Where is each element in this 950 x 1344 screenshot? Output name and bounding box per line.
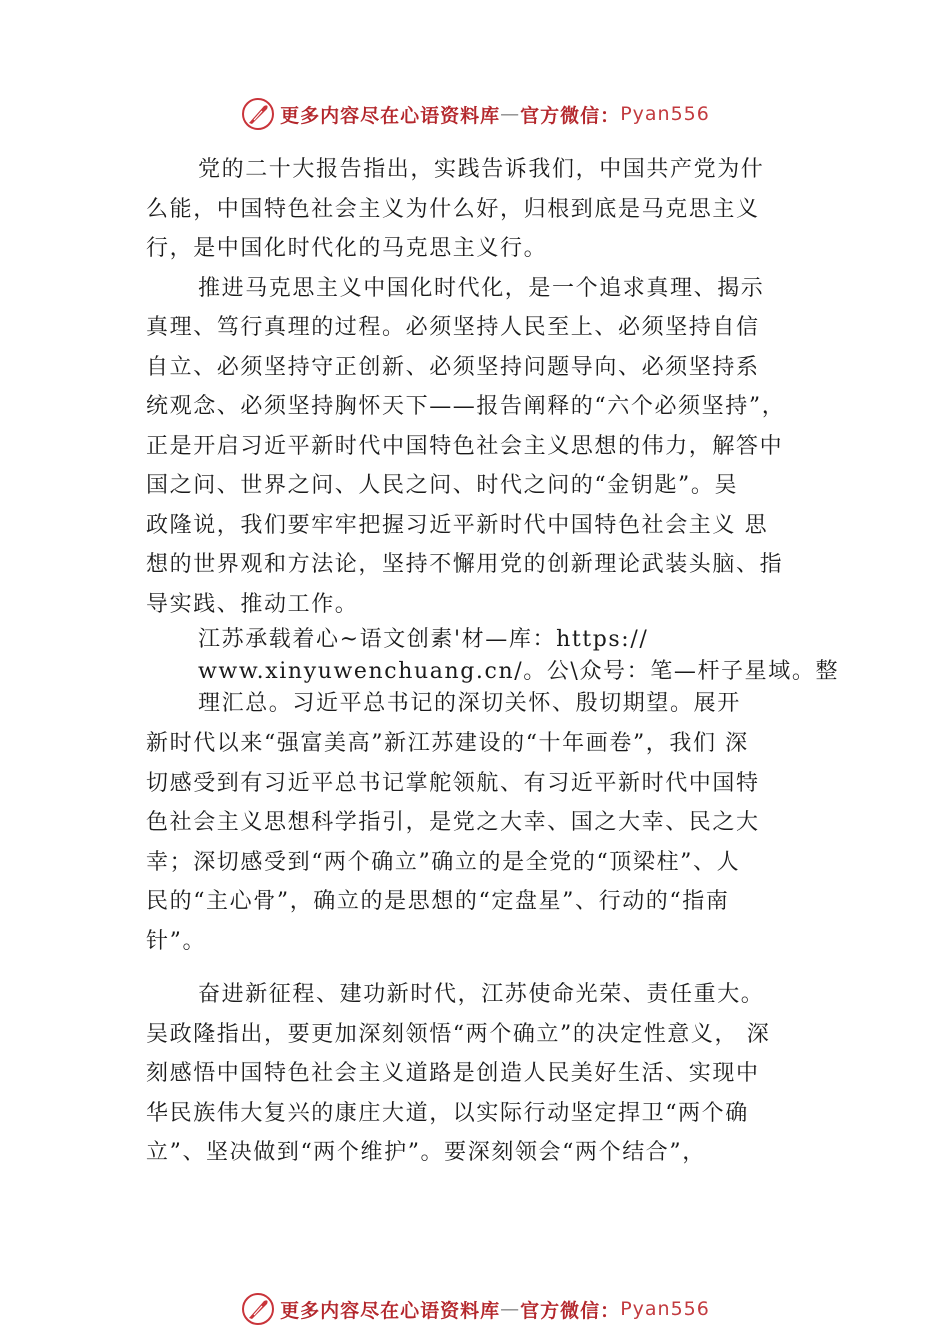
- text-line: 新时代以来“强富美高”新江苏建设的“十年画卷”，我们 深: [146, 731, 749, 756]
- text-line: 吴政隆指出，要更加深刻领悟“两个确立”的决定性意义， 深: [146, 1021, 771, 1047]
- text-line: 立”、坚决做到“两个维护”。要深刻领会“两个结合”，: [146, 1140, 706, 1165]
- banner-separator: —: [500, 103, 521, 125]
- text-line: 政隆说，我们要牢牢把握习近平新时代中国特色社会主义 思: [146, 512, 769, 538]
- text-line: 色社会主义思想科学指引，是党之大幸、国之大幸、民之大: [146, 810, 760, 835]
- text-line: 统观念、必须坚持胸怀天下——报告阐释的“六个必须坚持”，: [146, 394, 786, 419]
- text-line: 民的“主心骨”，确立的是思想的“定盘星”、行动的“指南: [146, 889, 730, 914]
- text-line: 江苏承载着心~语文创素'材—库：https://: [198, 627, 649, 652]
- banner-separator: —: [500, 1298, 521, 1320]
- banner-account: Pyan556: [620, 103, 710, 125]
- text-line: 行，是中国化时代化的马克思主义行。: [146, 236, 548, 261]
- text-line: 党的二十大报告指出，实践告诉我们，中国共产党为什: [198, 157, 765, 182]
- text-line: 华民族伟大复兴的康庄大道，以实际行动坚定捍卫“两个确: [146, 1100, 749, 1126]
- text-line: 导实践、推动工作。: [146, 591, 359, 617]
- text-line: 真理、笃行真理的过程。必须坚持人民至上、必须坚持自信: [146, 315, 760, 340]
- text-line: 幸；深切感受到“两个确立”确立的是全党的“顶梁柱”、人: [146, 849, 741, 875]
- text-line: www.xinyuwenchuang.cn/。公\众号：笔—杆子星域。整: [198, 659, 840, 684]
- text-line: 国之问、世界之问、人民之问、时代之问的“金钥匙”。吴: [146, 473, 739, 498]
- header-banner: [0, 94, 950, 134]
- footer-banner: [0, 1289, 950, 1329]
- text-line: 么能，中国特色社会主义为什么好，归根到底是马克思主义: [146, 196, 760, 222]
- banner-official: 官方微信：: [520, 104, 621, 127]
- document-body: [146, 150, 840, 1173]
- text-line: 推进马克思主义中国化时代化，是一个追求真理、揭示: [198, 275, 765, 301]
- text-line: 刻感悟中国特色社会主义道路是创造人民美好生活、实现中: [146, 1061, 760, 1086]
- banner-official: 官方微信：: [520, 1299, 621, 1322]
- banner-account: Pyan556: [620, 1298, 710, 1320]
- banner-text: 更多内容尽在心语资料库: [280, 104, 501, 127]
- text-line: 理汇总。习近平总书记的深切关怀、殷切期望。展开: [198, 691, 741, 716]
- text-line: 切感受到有习近平总书记掌舵领航、有习近平新时代中国特: [146, 770, 760, 796]
- text-line: 针”。: [146, 928, 207, 954]
- quill-logo-icon: [240, 96, 276, 132]
- text-line: 想的世界观和方法论，坚持不懈用党的创新理论武装头脑、指: [146, 552, 784, 577]
- text-line: 奋进新征程、建功新时代，江苏使命光荣、责任重大。: [198, 982, 765, 1007]
- banner-text: 更多内容尽在心语资料库: [280, 1299, 501, 1322]
- quill-logo-icon: [240, 1291, 276, 1327]
- text-line: 正是开启习近平新时代中国特色社会主义思想的伟力，解答中: [146, 433, 784, 459]
- text-line: 自立、必须坚持守正创新、必须坚持问题导向、必须坚持系: [146, 354, 760, 380]
